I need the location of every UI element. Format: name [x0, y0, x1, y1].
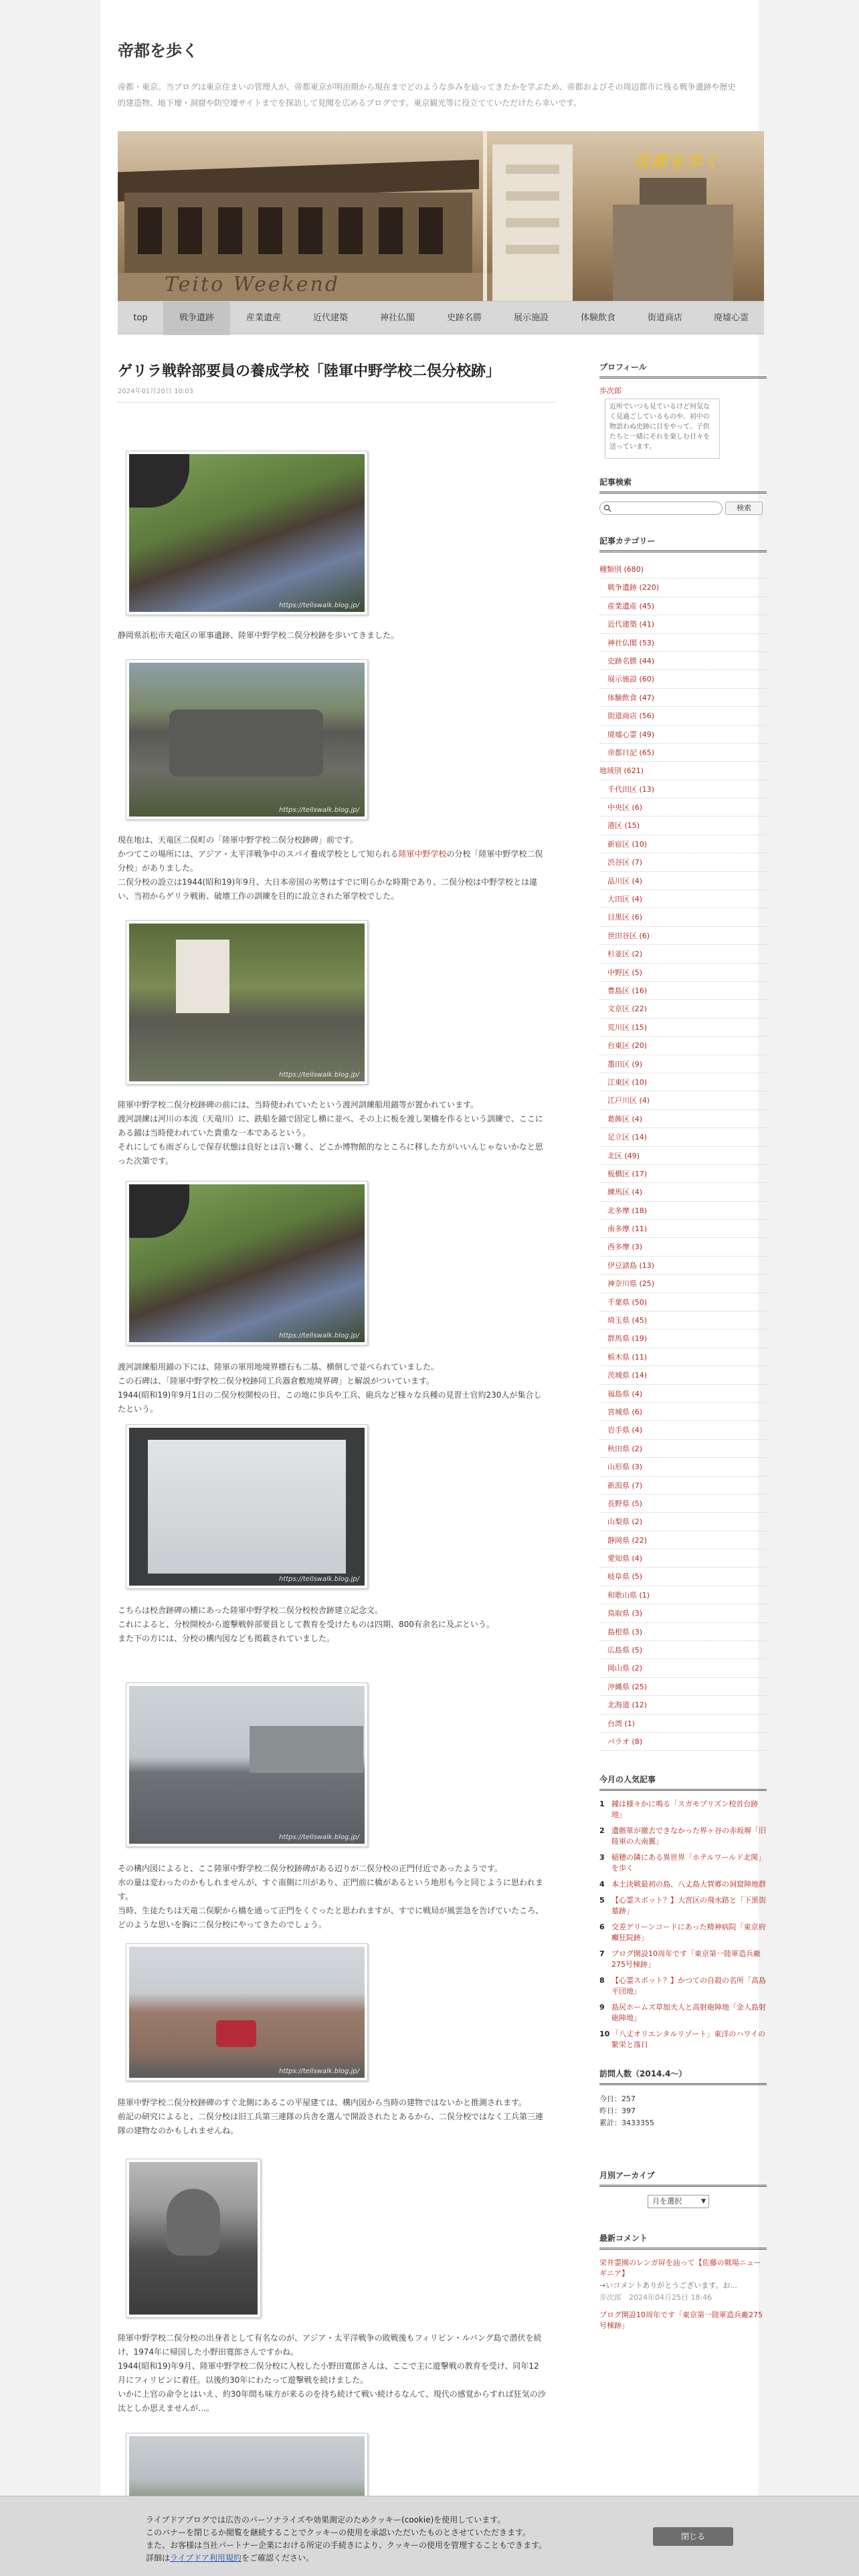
- category-item[interactable]: 鳥取県 (3): [599, 1604, 767, 1622]
- text: こちらは校舎跡碑の横にあった陸軍中野学校二俣分校校舎跡建立記念文。: [118, 1606, 383, 1615]
- category-item[interactable]: 神奈川県 (25): [599, 1275, 767, 1293]
- category-item[interactable]: 北区 (49): [599, 1147, 767, 1165]
- photo-watermark: https://tellswalk.blog.jp/: [278, 807, 359, 814]
- profile-text: 近所でいつも見ているけど何気なく見過ごしているものや、初中の物語わぬ史跡に目をやって、子供たちと一緒にそれを楽しむ日々を送っています。: [605, 399, 720, 459]
- comments-heading: 最新コメント: [599, 2232, 767, 2250]
- popular-item[interactable]: [599, 2029, 767, 2050]
- popular-rank: 8: [599, 1976, 605, 1985]
- article-photo-3[interactable]: [126, 920, 368, 1085]
- category-item[interactable]: 秋田県 (2): [599, 1440, 767, 1458]
- popular-item[interactable]: [599, 2002, 767, 2024]
- comment-post-link[interactable]: ブログ開設10周年です「東京第一陸軍造兵廠275号棟跡」: [599, 2311, 763, 2331]
- text: 渡河訓練船用錨の下には、陸軍の軍用地境界標石も二基、横倒しで並べられていました。: [118, 1362, 440, 1372]
- visitors-yesterday: 昨日：397: [599, 2107, 636, 2116]
- popular-item[interactable]: [599, 1799, 767, 1820]
- category-item[interactable]: 産業遺産 (45): [599, 597, 767, 615]
- category-item[interactable]: 山形県 (3): [599, 1458, 767, 1476]
- portrait-face-shape: [167, 2189, 220, 2256]
- category-item[interactable]: 台湾 (1): [599, 1715, 767, 1733]
- paragraph-6: [118, 1862, 546, 1932]
- nav-item-top[interactable]: top: [133, 313, 148, 323]
- popular-item[interactable]: [599, 1879, 767, 1890]
- category-item[interactable]: 北海道 (12): [599, 1696, 767, 1714]
- search-form: [599, 502, 767, 515]
- paragraph-8: [118, 2331, 546, 2416]
- popular-title[interactable]: 【心霊スポット？】かつての自殺の名所「高島平団地」: [611, 1976, 766, 1996]
- category-item[interactable]: 史跡名勝 (44): [599, 652, 767, 670]
- category-item[interactable]: 埼玉県 (45): [599, 1311, 767, 1329]
- category-item[interactable]: 渋谷区 (7): [599, 853, 767, 871]
- search-icon: [603, 504, 611, 512]
- popular-list: [599, 1799, 767, 2050]
- stone-monument-shape: [169, 710, 323, 776]
- chevron-down-icon: ▼: [701, 2198, 706, 2206]
- nav-item-dining[interactable]: 体験飲食: [580, 313, 615, 323]
- profile-heading: プロフィール: [599, 361, 767, 379]
- nav-item-museums[interactable]: 展示施設: [513, 313, 549, 323]
- popular-title[interactable]: 稲穂の隣にある異世界「ホテルワールド北関」を歩く: [611, 1853, 766, 1873]
- search-input[interactable]: [599, 502, 723, 515]
- category-item[interactable]: 板橋区 (17): [599, 1165, 767, 1183]
- category-item[interactable]: 岐阜県 (5): [599, 1568, 767, 1586]
- category-item[interactable]: 北多摩 (18): [599, 1202, 767, 1220]
- categories-heading: 記事カテゴリー: [599, 535, 767, 552]
- search-heading: 記事検索: [599, 476, 767, 494]
- category-item[interactable]: 沖縄県 (25): [599, 1678, 767, 1696]
- category-item[interactable]: 街道商店 (56): [599, 707, 767, 725]
- category-item[interactable]: 体験飲食 (47): [599, 689, 767, 707]
- photo-watermark: https://tellswalk.blog.jp/: [278, 1576, 359, 1583]
- text: いかに上官の命令とはいえ、約30年間も味方が来るのを待ち続けて戦い続けるなんて、現代の感覚からすれば狂気の沙汰としか思えませんが…。: [118, 2389, 546, 2413]
- category-item[interactable]: 目黒区 (6): [599, 908, 767, 926]
- category-item[interactable]: 品川区 (4): [599, 872, 767, 890]
- category-item[interactable]: 葛飾区 (4): [599, 1110, 767, 1128]
- category-item[interactable]: 中野区 (5): [599, 964, 767, 982]
- house-shape: [250, 1726, 363, 1773]
- category-item[interactable]: 神社仏閣 (53): [599, 634, 767, 652]
- text: また下の方には、分校の構内図なども掲載されていました。: [118, 1634, 335, 1643]
- popular-item[interactable]: [599, 1922, 767, 1943]
- category-list: [599, 560, 767, 1751]
- category-item[interactable]: 近代建築 (41): [599, 615, 767, 633]
- nav-item-architecture[interactable]: 近代建築: [312, 313, 348, 323]
- text: 当時、生徒たちは天竜二俣駅から橋を通って正門をくぐったと思われますが、すでに戦局が風雲急を告げていたころ、どのような思いを胸に二俣分校にやってきたのでしょう。: [118, 1906, 544, 1929]
- visitor-counter: [599, 2093, 767, 2129]
- popular-title[interactable]: 「八丈オリエンタルリゾート」東洋のハワイの繁栄と落日: [611, 2030, 766, 2050]
- text: 陸軍中野学校二俣分校の出身者として有名なのが、アジア・太平洋戦争の敗戦後もフィリピン・ルバング島で潜伏を続け、1974年に帰国した小野田寛郎さんですかね。: [118, 2333, 542, 2357]
- post-title[interactable]: ゲリラ戦幹部要員の養成学校「陸軍中野学校二俣分校跡」: [118, 363, 501, 380]
- popular-title[interactable]: 交差ゲリーンコードにあった精神病院「東京府癲狂院跡」: [611, 1923, 766, 1943]
- nav-item-industrial[interactable]: 産業遺産: [246, 313, 281, 323]
- category-item[interactable]: 伊豆諸島 (13): [599, 1257, 767, 1275]
- cookie-line: [146, 2552, 641, 2565]
- category-item[interactable]: 廃墟心霊 (49): [599, 726, 767, 744]
- article-photo-5[interactable]: [126, 1424, 368, 1589]
- cookie-close-button[interactable]: 閉じる: [653, 2527, 733, 2546]
- popular-title[interactable]: 島尻ホームズ草加夫人と高射砲陣地「金人島射砲陣地」: [611, 2003, 766, 2023]
- paragraph-2: [118, 833, 546, 903]
- category-item[interactable]: 和歌山県 (1): [599, 1586, 767, 1604]
- popular-rank: 6: [599, 1923, 605, 1932]
- red-car-shape: [216, 2020, 256, 2047]
- nav-item-ruins[interactable]: 廃墟心霊: [713, 313, 749, 323]
- popular-rank: 4: [599, 1880, 605, 1889]
- text: 1944(昭和19)年9月1日の二俣分校開校の日、この地に歩兵や工兵、砲兵など様々な兵種の見習士官約230人が集合したという。: [118, 1390, 542, 1414]
- category-item[interactable]: 新潟県 (7): [599, 1477, 767, 1495]
- category-item[interactable]: 岡山県 (2): [599, 1659, 767, 1677]
- popular-rank: 5: [599, 1896, 605, 1905]
- article-photo-1[interactable]: [126, 451, 368, 615]
- category-item[interactable]: 茨城県 (14): [599, 1366, 767, 1384]
- site-description: 帝都・東京。当ブログは東京住まいの管理人が、帝都東京が明治期から現在までどのような歩みを辿ってきたかを学ぶため、帝都およびその周辺都市に残る戦争遺跡や歴史的建造物、地下壕・洞窟や防空壕サイトまでを探訪して見聞を広めるブログです。東京観光等に役立てていただけたら幸いです。: [118, 82, 736, 108]
- category-item[interactable]: 港区 (15): [599, 817, 767, 835]
- text: の分校「陸軍中野学校二俣分校」がありました。: [118, 849, 543, 873]
- text-with-link: [118, 847, 546, 875]
- category-item[interactable]: パラオ (8): [599, 1733, 767, 1751]
- category-item[interactable]: 長野県 (5): [599, 1495, 767, 1513]
- category-item[interactable]: 江戸川区 (4): [599, 1091, 767, 1109]
- category-item[interactable]: 豊島区 (16): [599, 982, 767, 1000]
- popular-item[interactable]: [599, 1949, 767, 1970]
- page-container: [100, 0, 766, 2576]
- anchor-shape: [129, 1184, 189, 1238]
- archive-heading: 月別アーカイブ: [599, 2169, 767, 2187]
- popular-title[interactable]: 遺骸箪が撤去できなかった界ヶ谷の赤坂塀「旧陸軍の大南翼」: [611, 1826, 766, 1846]
- category-item[interactable]: 栃木県 (11): [599, 1348, 767, 1366]
- site-title[interactable]: 帝都を歩く: [118, 41, 198, 60]
- article: [118, 361, 555, 2413]
- category-item[interactable]: 江東区 (10): [599, 1073, 767, 1091]
- sign-board-shape: [176, 940, 229, 1013]
- banner-divider: [483, 131, 487, 301]
- photo-watermark: https://tellswalk.blog.jp/: [278, 1071, 359, 1079]
- header-banner[interactable]: [118, 131, 764, 301]
- photo-watermark: https://tellswalk.blog.jp/: [278, 1834, 359, 1841]
- banner-logo: 帝都を歩く: [633, 152, 721, 173]
- popular-item[interactable]: [599, 1826, 767, 1847]
- inscription-panel-shape: [148, 1440, 346, 1574]
- cookie-line: ライブドアブログでは広告のパーソナライズや効果測定のためクッキー(cookie)を使用しています。: [146, 2515, 506, 2525]
- visitors-heading: 訪問人数（2014.4～）: [599, 2068, 767, 2085]
- comment-post-link[interactable]: 栄井霊園のレンガ屏を辿って【佐藤の戦場ニューギニア】: [599, 2258, 761, 2278]
- article-photo-4[interactable]: [126, 1181, 368, 1346]
- post-date: 2024年01月20日 10:03: [118, 385, 555, 403]
- article-photo-7[interactable]: [126, 1943, 368, 2081]
- paragraph-4: [118, 1360, 546, 1416]
- category-item[interactable]: 戦争遺跡 (220): [599, 578, 767, 597]
- nav-item-historic[interactable]: 史跡名勝: [446, 313, 482, 323]
- popular-title[interactable]: ブログ開設10周年です「東京第一陸軍造兵廠275号棟跡」: [611, 1949, 761, 1969]
- text: をご確認ください。: [241, 2553, 314, 2563]
- text: この石碑は、「陸軍中野学校二俣分校跡同工兵器倉敷地境界碑」と解説がついています。: [118, 1376, 435, 1386]
- popular-rank: 1: [599, 1800, 605, 1809]
- archive-select-value: 月を選択: [652, 2197, 682, 2206]
- text: その構内図によると、ここ陸軍中野学校二俣分校跡碑がある辺りが二俣分校の正門付近であったようです。: [118, 1864, 502, 1873]
- text: 陸軍中野学校二俣分校跡碑のすぐ北側にあるこの平屋建ては、構内図から当時の建物ではないかと推測されます。: [118, 2098, 527, 2107]
- text: 前記の研究によると、二俣分校は旧工兵第三連隊の兵舎を選んで開設されたとあるから、二俣分校ではなく工兵第三連隊の建物なのかもしれませんね。: [118, 2112, 544, 2135]
- popular-rank: 7: [599, 1949, 605, 1959]
- category-item[interactable]: 岩手県 (4): [599, 1421, 767, 1439]
- text: 水の量は変わったのかもしれませんが、すぐ南側に川があり、正門前に橋があるという地形も今と同じように思われます。: [118, 1878, 543, 1901]
- popular-rank: 9: [599, 2003, 605, 2012]
- photo-watermark: https://tellswalk.blog.jp/: [278, 1332, 359, 1339]
- text: かつてこの場所には、アジア・太平洋戦争中のスパイ養成学校として知られる: [118, 849, 399, 859]
- popular-title[interactable]: 鐘は様々かに鳴る「スガモプリズン校首台跡地」: [611, 1800, 759, 1820]
- visitors-total: 累計：3433355: [599, 2119, 654, 2128]
- text: それにしても雨ざらしで保存状態は良好とは言い難く、どこか博物館的なところに移した方がいいんじゃないかなと思った次第です。: [118, 1142, 543, 1166]
- anchor-shape: [129, 454, 189, 508]
- category-item[interactable]: 地域別 (621): [599, 762, 767, 780]
- comment-excerpt: →いコメントありがとうございます。お...: [599, 2281, 737, 2290]
- archive-select[interactable]: [648, 2195, 709, 2208]
- text: 二俣分校の設立は1944(昭和19)年9月、大日本帝国の劣勢はすでに明らかな時期であり、二俣分校は中野学校とは違い、当初からゲリラ戦術、破壊工作の訓練を目的に設立された軍学校でした。: [118, 877, 538, 901]
- paragraph-5: [118, 1604, 546, 1646]
- category-item[interactable]: 荒川区 (15): [599, 1018, 767, 1037]
- text: 現在地は、天竜区二俣町の「陸軍中野学校二俣分校跡碑」前です。: [118, 835, 359, 845]
- banner-hall-shape: [124, 193, 472, 274]
- category-item[interactable]: 台東区 (20): [599, 1037, 767, 1055]
- category-item[interactable]: 山梨県 (2): [599, 1513, 767, 1531]
- popular-title[interactable]: 【心霊スポット？】大宮区の飛水路と「下黒街墓跡」: [611, 1896, 766, 1916]
- category-item[interactable]: 杉並区 (2): [599, 945, 767, 963]
- category-item[interactable]: 島根県 (3): [599, 1623, 767, 1641]
- global-nav: [118, 301, 764, 334]
- category-item[interactable]: 大田区 (4): [599, 890, 767, 908]
- category-item[interactable]: 宮城県 (6): [599, 1403, 767, 1421]
- category-item[interactable]: 静岡県 (22): [599, 1531, 767, 1549]
- cookie-text: [146, 2514, 641, 2565]
- category-item[interactable]: 中央区 (6): [599, 798, 767, 817]
- category-item[interactable]: 世田谷区 (6): [599, 927, 767, 945]
- paragraph-7: [118, 2096, 546, 2138]
- category-item[interactable]: 展示施設 (60): [599, 670, 767, 688]
- comment-list: [599, 2258, 767, 2331]
- category-item[interactable]: 愛知県 (4): [599, 1549, 767, 1568]
- popular-rank: 10: [599, 2030, 610, 2039]
- text: 静岡県浜松市天竜区の軍事遺跡、陸軍中野学校二俣分校跡を歩いてきました。: [118, 631, 399, 640]
- profile-name[interactable]: 歩次郎: [599, 387, 622, 395]
- text: 詳細は: [146, 2553, 171, 2563]
- popular-item[interactable]: [599, 1895, 767, 1917]
- text: これによると、分校開校から遊撃戦幹部要員として教育を受けたものは四期、800有余名に及ぶという。: [118, 1620, 494, 1629]
- category-item[interactable]: 福島県 (4): [599, 1385, 767, 1403]
- text: 陸軍中野学校二俣分校跡碑の前には、当時使われていたという渡河訓練船用錨等が置かれています。: [118, 1100, 479, 1109]
- category-item[interactable]: 種類別 (680): [599, 560, 767, 578]
- article-photo-6[interactable]: [126, 1683, 368, 1847]
- category-item[interactable]: 群馬県 (19): [599, 1329, 767, 1348]
- text: 渡河訓練は河川の本流（天竜川）に、鉄船を錨で固定し横に並べ、その上に板を渡し架橋を作るという訓練で、ここにある錨は当時使われていた貴重な一本であるという。: [118, 1114, 543, 1138]
- article-photo-2[interactable]: [126, 659, 368, 820]
- banner-building-shape: [492, 144, 573, 301]
- photo-watermark: https://tellswalk.blog.jp/: [278, 2068, 359, 2075]
- category-item[interactable]: 西多摩 (3): [599, 1238, 767, 1256]
- popular-item[interactable]: [599, 1852, 767, 1874]
- category-item[interactable]: 広島県 (5): [599, 1641, 767, 1659]
- nav-item-shrines[interactable]: 神社仏閣: [379, 313, 415, 323]
- popular-heading: 今月の人気記事: [599, 1774, 767, 1791]
- category-item[interactable]: 帝都日記 (65): [599, 744, 767, 762]
- terms-link[interactable]: ライブドア利用規約: [170, 2553, 242, 2563]
- cookie-line: また、お客様は当社パートナー企業における所定の手続きにより、クッキーの使用を管理することもできます。: [146, 2541, 547, 2550]
- search-button[interactable]: 検索: [725, 502, 763, 515]
- text: 1944(昭和19)年9月、陸軍中野学校二俣分校に入校した小野田寛郎さんは、ここで主に遊撃戦の教育を受け、同年12月にフィリピンに着任。以後約30年にわたって遊撃戦を続けました。: [118, 2361, 539, 2385]
- popular-item[interactable]: [599, 1975, 767, 1997]
- cookie-banner: [0, 2496, 859, 2576]
- paragraph-3: [118, 1098, 546, 1168]
- category-item[interactable]: 新宿区 (10): [599, 835, 767, 853]
- nakano-school-link[interactable]: 陸軍中野学校: [398, 849, 447, 859]
- banner-monument-shape: [613, 205, 733, 301]
- comment-meta: 歩次郎 2024年04月25日 18:46: [599, 2293, 712, 2302]
- cookie-line: このバナーを閉じるか閲覧を継続することでクッキーの使用を承認いただいたものとさせていただきます。: [146, 2528, 531, 2537]
- banner-script-text: Teito Weekend: [165, 273, 341, 296]
- category-item[interactable]: 千代田区 (13): [599, 780, 767, 798]
- photo-watermark: https://tellswalk.blog.jp/: [278, 602, 359, 609]
- category-item[interactable]: 文京区 (22): [599, 1000, 767, 1018]
- popular-rank: 3: [599, 1853, 605, 1862]
- sidebar: [599, 361, 767, 2331]
- paragraph-1: [118, 629, 546, 643]
- category-item[interactable]: 練馬区 (4): [599, 1183, 767, 1201]
- nav-item-shops[interactable]: 街道商店: [647, 313, 682, 323]
- nav-item-war-sites[interactable]: 戦争遺跡: [163, 302, 230, 335]
- category-item[interactable]: 千葉県 (50): [599, 1293, 767, 1311]
- popular-title[interactable]: 本土決戦最初の島、八丈島大賀郷の洞窟陣地群: [611, 1880, 766, 1889]
- category-item[interactable]: 足立区 (14): [599, 1128, 767, 1146]
- category-item[interactable]: 墨田区 (9): [599, 1055, 767, 1073]
- visitors-today: 今日：257: [599, 2095, 636, 2104]
- category-item[interactable]: 南多摩 (11): [599, 1220, 767, 1238]
- article-photo-8[interactable]: [126, 2159, 261, 2318]
- popular-rank: 2: [599, 1826, 605, 1836]
